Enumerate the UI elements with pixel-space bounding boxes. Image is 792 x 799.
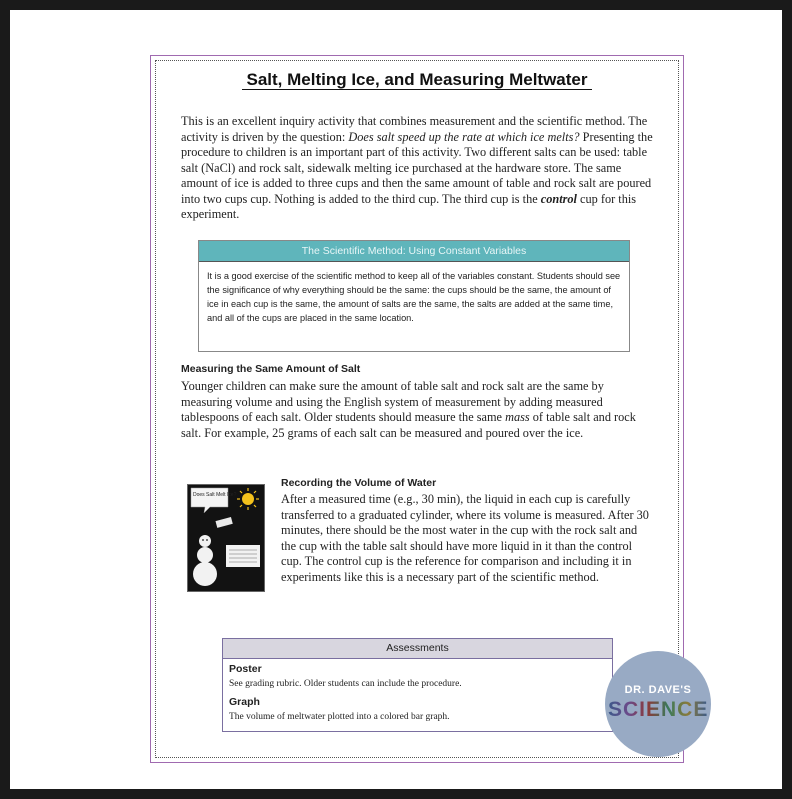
logo-science-text: SCIENCE	[608, 698, 709, 721]
logo-top-text: DR. DAVE'S	[624, 684, 692, 696]
scientific-method-body: It is a good exercise of the scientific method to keep all of the variables constant. Students should see the significance of why everything should be the same: the cups should be the same, the amount of ice in each cup is the same, the amount of salts are the same, the salts are added at the same time, and all of the cups are placed in the same location.	[207, 271, 621, 323]
scientific-method-box	[198, 240, 630, 352]
page-frame	[10, 10, 782, 789]
salt-section-body: Younger children can make sure the amount of table salt and rock salt are the same by measuring volume and using the English system of measurement by adding measured tablespoons of each salt. Older students should measure the same mass of table salt and rock salt. For example, 25 grams of each salt can be measured and poured over the ice.	[181, 379, 636, 440]
poster-speech: Does Salt Melt Ice?	[193, 492, 237, 498]
control-word: control	[540, 191, 577, 206]
salt-section-heading: Measuring the Same Amount of Salt	[181, 363, 361, 375]
page-title: Salt, Melting Ice, and Measuring Meltwater	[151, 70, 683, 90]
recording-section-body: After a measured time (e.g., 30 min), the liquid in each cup is carefully transferred to a graduated cylinder, where its volume is measured. After 30 minutes, there should be the most water in the cup with the rock salt and the cup with the table salt should have more liquid in it than the control cup. The control cup is the reference for comparison and including it in experiments like this is a necessary part of the scientific method.	[281, 492, 649, 584]
assessments-box	[222, 638, 613, 732]
snowman-poster-image	[187, 484, 265, 592]
dr-daves-science-logo	[605, 651, 711, 757]
assessment-graph-label: Graph	[229, 696, 260, 708]
document-sheet	[150, 55, 684, 763]
scientific-method-heading: The Scientific Method: Using Constant Variables	[199, 241, 629, 262]
assessment-graph-text: The volume of meltwater plotted into a colored bar graph.	[229, 712, 450, 722]
assessment-poster-label: Poster	[229, 663, 262, 675]
recording-section-heading: Recording the Volume of Water	[281, 477, 437, 489]
intro-question: Does salt speed up the rate at which ice melts?	[348, 129, 580, 144]
intro-paragraph: This is an excellent inquiry activity that combines measurement and the scientific method. The activity is driven by the question: Does salt speed up the rate at which ice melts? Presenting the procedure to children is an important part of this activity. Two different salts can be used: table salt (NaCl) and rock salt, sidewalk melting ice purchased at the hardware store. The same amount of ice is added to three cups and then the same amount of table and rock salt are poured into two cups cup. Nothing is added to the third cup. The third cup is the control cup for this experiment.	[181, 114, 653, 221]
assessments-heading: Assessments	[223, 639, 612, 659]
assessment-poster-text: See grading rubric. Older students can include the procedure.	[229, 679, 462, 689]
